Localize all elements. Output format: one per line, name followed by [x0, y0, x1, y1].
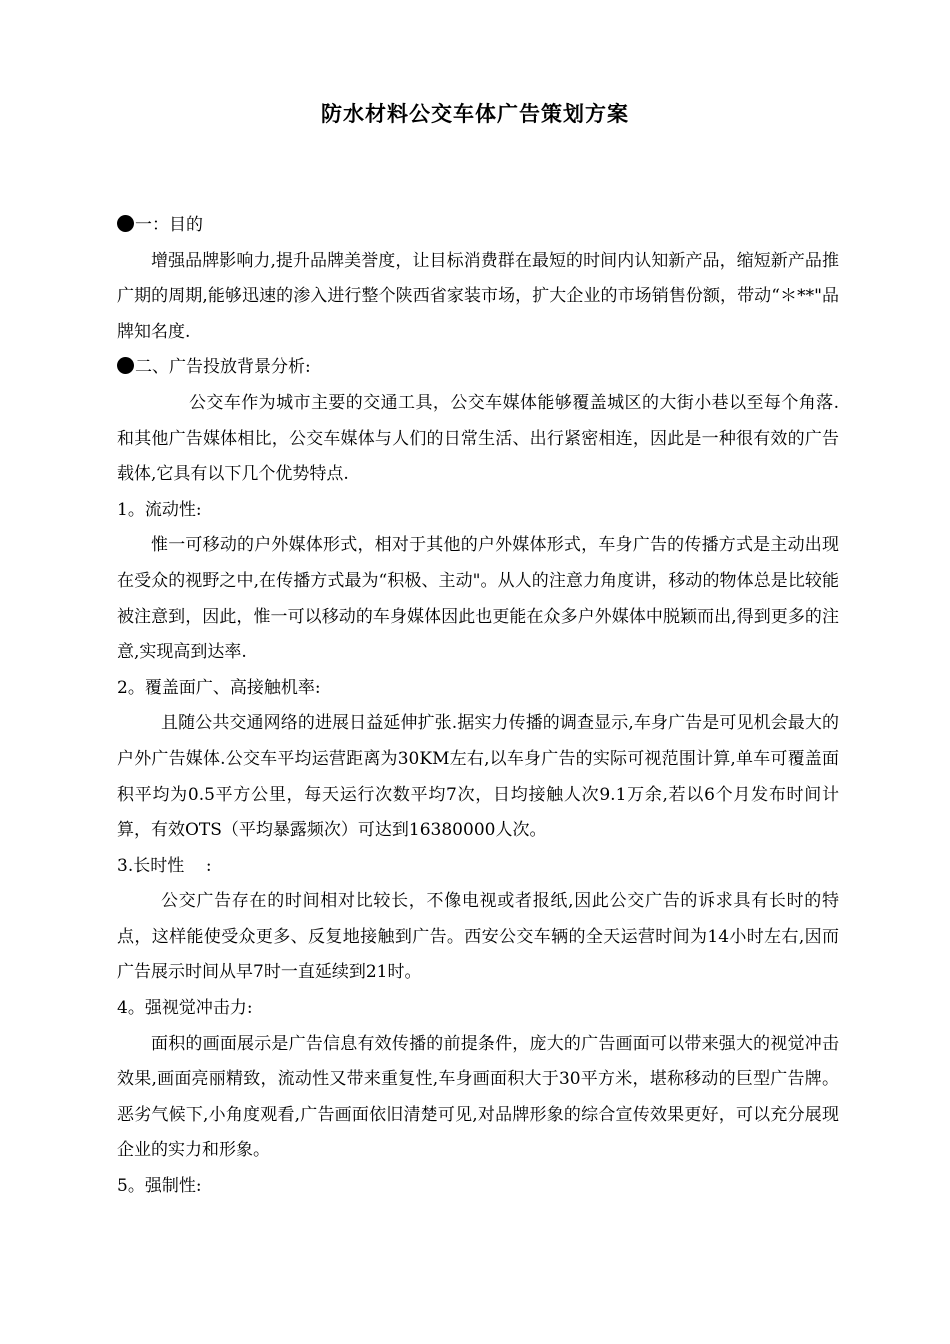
point-heading-mandatory: 5。强制性:	[117, 1176, 202, 1197]
section-heading-text: 一：目的	[135, 215, 203, 235]
paragraph-background: 公交车作为城市主要的交通工具，公交车媒体能够覆盖城区的大街小巷以至每个角落.和其他广告媒体相比，公交车媒体与人们的日常生活、出行紧密相连，因此是一种很有效的广告载体,它具有以下几个优势特点.	[117, 392, 839, 485]
paragraph-mobility: 惟一可移动的户外媒体形式，相对于其他的户外媒体形式，车身广告的传播方式是主动出现在受众的视野之中,在传播方式最为“积极、主动"。从人的注意力角度讲，移动的物体总是比较能被注意到，因此，惟一可以移动的车身媒体因此也更能在众多户外媒体中脱颖而出,得到更多的注意,实现高到达率.	[117, 535, 839, 663]
section-heading-background	[117, 350, 839, 386]
document-body	[117, 208, 839, 1205]
paragraph-coverage: 且随公共交通网络的进展日益延伸扩张.据实力传播的调查显示,车身广告是可见机会最大的户外广告媒体.公交车平均运营距离为30KM左右,以车身广告的实际可视范围计算,单车可覆盖面积平均为0.5平方公里，每天运行次数平均7次，日均接触人次9.1万余,若以6个月发布时间计算，有效OTS（平均暴露频次）可达到16380000人次。	[117, 713, 839, 841]
point-heading-visual-impact: 4。强视觉冲击力:	[117, 998, 253, 1019]
paragraph-purpose: 增强品牌影响力,提升品牌美誉度，让目标消费群在最短的时间内认知新产品，缩短新产品推广期的周期,能够迅速的渗入进行整个陕西省家装市场，扩大企业的市场销售份额，带动“＊**"品牌知名度.	[117, 250, 839, 342]
section-heading-text: 二、广告投放背景分析:	[135, 357, 311, 378]
section-heading-purpose	[117, 208, 839, 244]
point-heading-duration: 3.长时性 :	[117, 855, 212, 876]
document-title: 防水材料公交车体广告策划方案	[321, 102, 629, 126]
point-heading-coverage: 2。覆盖面广、高接触机率:	[117, 677, 321, 698]
bullet-dot-icon	[117, 215, 134, 232]
bullet-dot-icon	[117, 357, 134, 374]
point-heading-mobility: 1。流动性:	[117, 499, 202, 520]
paragraph-duration: 公交广告存在的时间相对比较长，不像电视或者报纸,因此公交广告的诉求具有长时的特点，这样能使受众更多、反复地接触到广告。西安公交车辆的全天运营时间为14小时左右,因而广告展示时间从早7时一直延续到21时。	[117, 891, 839, 983]
paragraph-visual-impact: 面积的画面展示是广告信息有效传播的前提条件，庞大的广告画面可以带来强大的视觉冲击效果,画面亮丽精致，流动性又带来重复性,车身画面积大于30平方米，堪称移动的巨型广告牌。恶劣气候下,小角度观看,广告画面依旧清楚可见,对品牌形象的综合宣传效果更好，可以充分展现企业的实力和形象。	[117, 1033, 839, 1161]
